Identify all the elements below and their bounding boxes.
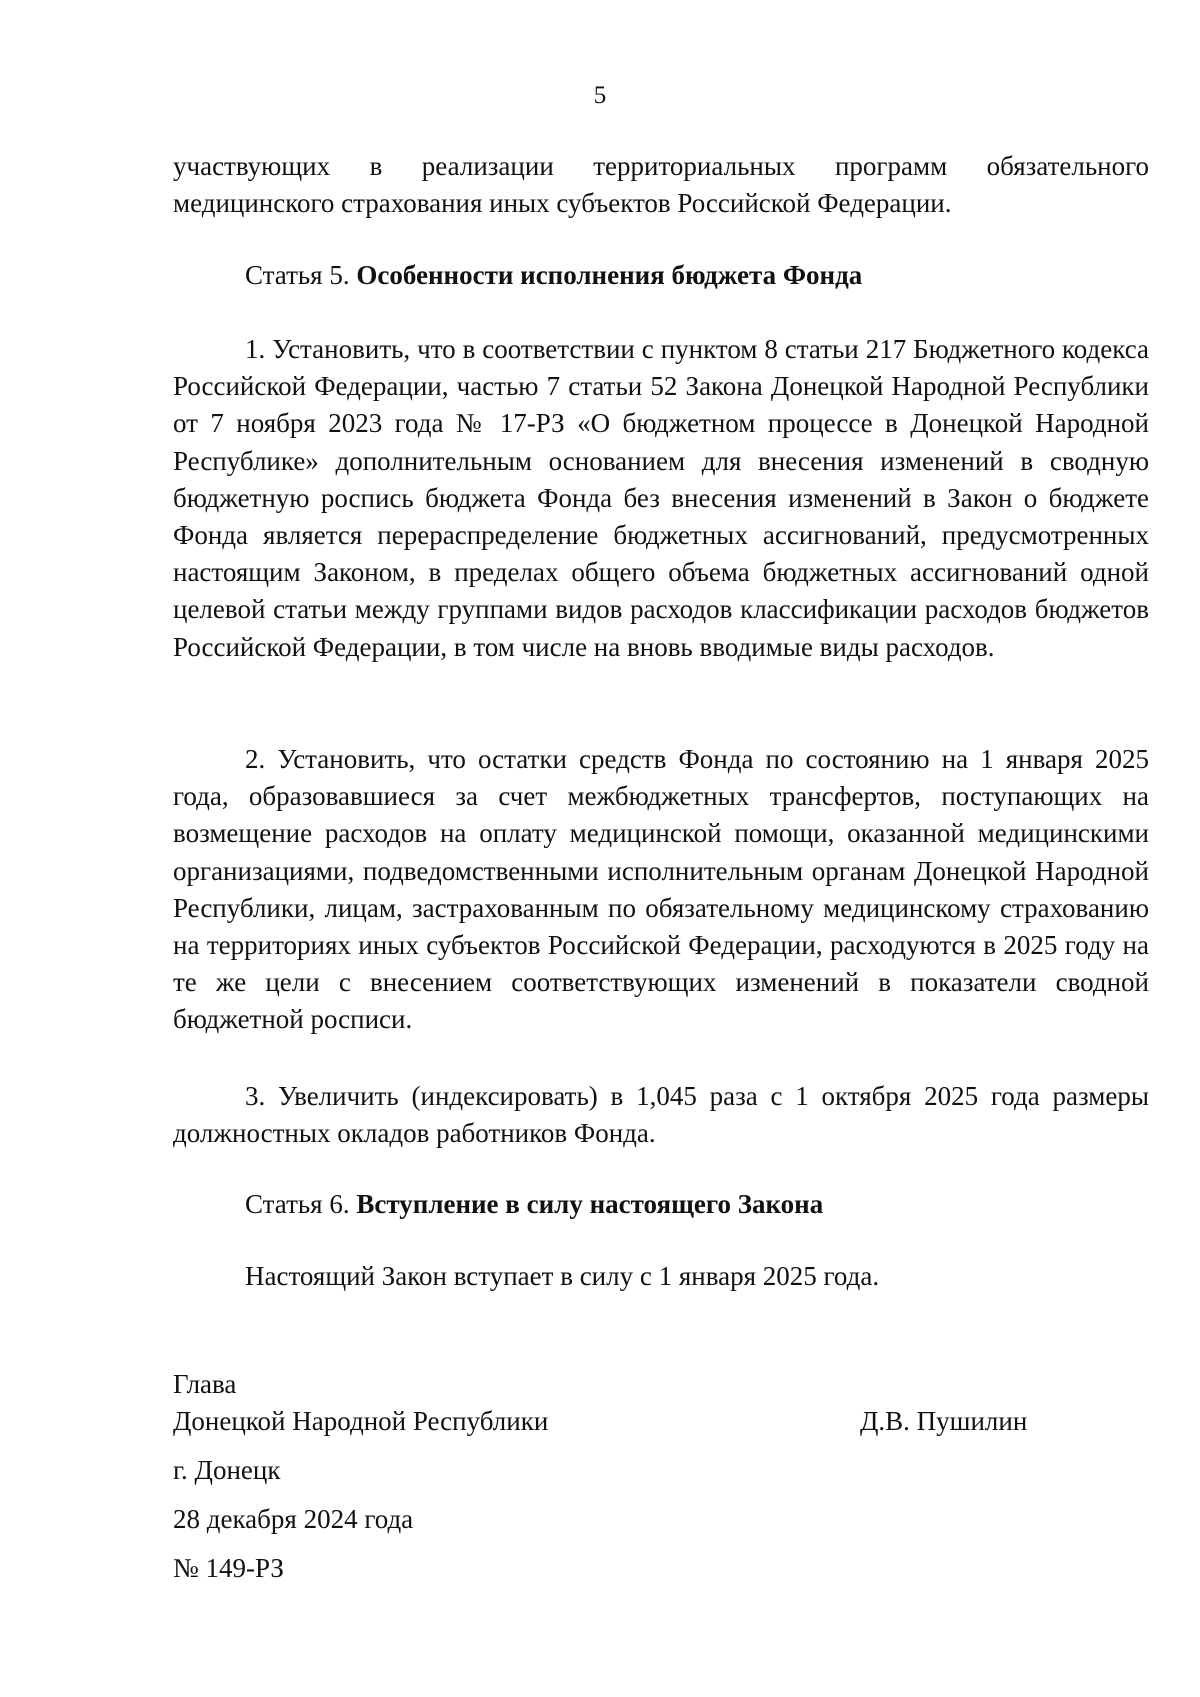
article-5-title: Особенности исполнения бюджета Фонда — [356, 260, 863, 290]
law-number: № 149-РЗ — [173, 1553, 284, 1583]
intro-paragraph: участвующих в реализации территориальных программ обязательного медицинского страхования иных субъектов Российской Федерации. — [173, 151, 1149, 219]
article-5-item-2: 2. Установить, что остатки средств Фонда по состоянию на 1 января 2025 года, образовавшиеся за счет межбюджетных трансфертов, поступающих на возмещение расходов на оплату медицинской помощи, оказанной медицинскими организациями, подведомственными исполнительным органам Донецкой Народной Республики, лицам, застрахованным по обязательному медицинскому страхованию на территориях иных субъектов Российской Федерации, расходуются в 2025 году на те же цели с внесением соответствующих изменений в показатели сводной бюджетной росписи. — [173, 744, 1149, 1035]
article-6-prefix: Статья 6. — [245, 1189, 357, 1219]
article-6-text: Настоящий Закон вступает в силу с 1 января 2025 года. — [245, 1261, 880, 1291]
signature-position-line2: Донецкой Народной Республики — [173, 1406, 549, 1436]
article-5-prefix: Статья 5. — [245, 260, 357, 290]
article-5-item-3: 3. Увеличить (индексировать) в 1,045 раза с 1 октября 2025 года размеры должностных окладов работников Фонда. — [173, 1081, 1149, 1149]
article-6-heading — [245, 1186, 1145, 1222]
signature-date: 28 декабря 2024 года — [173, 1504, 414, 1534]
article-5-heading — [245, 257, 1145, 293]
article-6-title: Вступление в силу настоящего Закона — [356, 1189, 824, 1219]
signer-name: Д.В. Пушилин — [860, 1406, 1028, 1436]
article-5-item-1: 1. Установить, что в соответствии с пунктом 8 статьи 217 Бюджетного кодекса Российской Федерации, частью 7 статьи 52 Закона Донецкой Народной Республики от 7 ноября 2023 года № 17-РЗ «О бюджетном процессе в Донецкой Народной Республике» дополнительным основанием для внесения изменений в сводную бюджетную роспись бюджета Фонда без внесения изменений в Закон о бюджете Фонда является перераспределение бюджетных ассигнований, предусмотренных настоящим Законом, в пределах общего объема бюджетных ассигнований одной целевой статьи между группами видов расходов классификации расходов бюджетов Российской Федерации, в том числе на вновь вводимые виды расходов. — [173, 334, 1149, 662]
signature-city: г. Донецк — [173, 1455, 281, 1485]
page-number: 5 — [593, 82, 607, 109]
signature-position-line1: Глава — [173, 1369, 237, 1399]
